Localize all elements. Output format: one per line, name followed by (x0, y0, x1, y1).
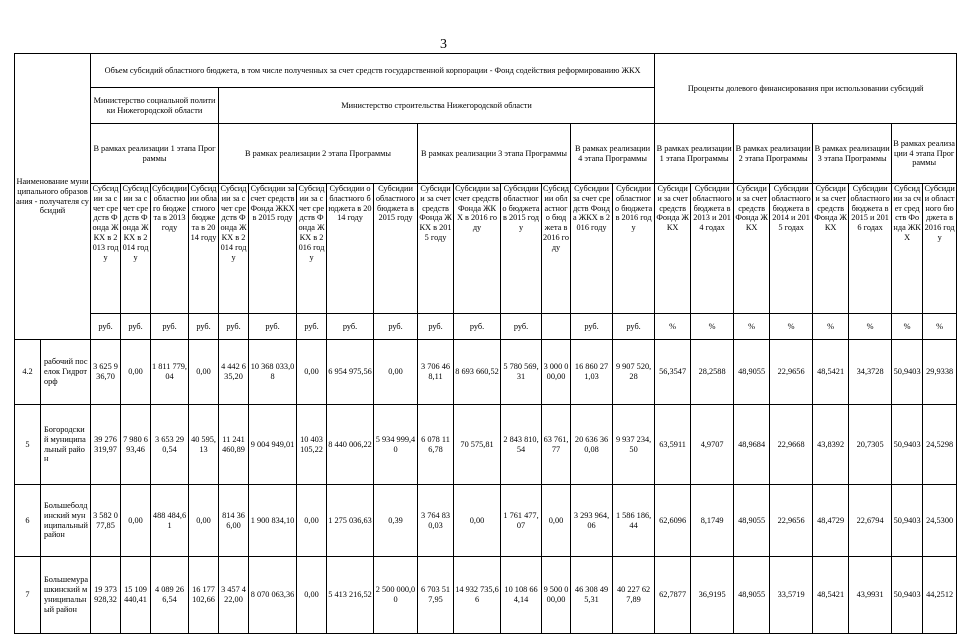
unit-cell: % (655, 314, 691, 340)
value-cell: 3 582 077,85 (91, 485, 121, 557)
value-cell: 48,9684 (734, 405, 770, 485)
value-cell: 43,8392 (813, 405, 849, 485)
column-header: Субсидии за счет средств Фонда ЖКХ (892, 184, 923, 314)
name-column-header: Наименование муниципального образования - получателя субсидий (15, 54, 91, 340)
value-cell: 3 000 000,00 (542, 340, 571, 405)
value-cell: 9 500 000,00 (542, 557, 571, 634)
value-cell: 0,39 (374, 485, 418, 557)
value-cell: 63 761,77 (542, 405, 571, 485)
unit-cell: % (849, 314, 892, 340)
value-cell: 22,9656 (770, 340, 813, 405)
value-cell: 8 693 660,52 (454, 340, 501, 405)
unit-cell: % (892, 314, 923, 340)
value-cell: 3 764 830,03 (418, 485, 454, 557)
column-header: Субсидии областного бюджета в 2014 году (189, 184, 219, 314)
value-cell: 8 440 006,22 (327, 405, 374, 485)
value-cell: 63,5911 (655, 405, 691, 485)
value-cell: 9 004 949,01 (249, 405, 297, 485)
stage2-header: В рамках реализации 2 этапа Программы (219, 124, 418, 184)
page-number: 3 (440, 37, 447, 52)
unit-cell: руб. (297, 314, 327, 340)
column-header: Субсидии областного бюджета в 2016 году (542, 184, 571, 314)
value-cell: 1 586 186,44 (613, 485, 655, 557)
value-cell: 1 761 477,07 (501, 485, 542, 557)
unit-cell: % (770, 314, 813, 340)
value-cell: 14 932 735,66 (454, 557, 501, 634)
unit-cell: % (691, 314, 734, 340)
value-cell: 28,2588 (691, 340, 734, 405)
value-cell: 48,5421 (813, 340, 849, 405)
unit-cell: руб. (571, 314, 613, 340)
value-cell: 0,00 (297, 557, 327, 634)
value-cell: 48,9055 (734, 485, 770, 557)
value-cell: 6 078 116,78 (418, 405, 454, 485)
value-cell: 62,7877 (655, 557, 691, 634)
column-header: Субсидии за счет средств Фонда ЖКХ в 2014 году (219, 184, 249, 314)
value-cell: 3 457 422,00 (219, 557, 249, 634)
column-header: Субсидии за счет средств Фонда ЖКХ (655, 184, 691, 314)
ministry-construction-header: Министерство строительства Нижегородской области (219, 88, 655, 124)
column-header: Субсидии за счет средств Фонда ЖКХ (813, 184, 849, 314)
unit-cell: % (923, 314, 957, 340)
unit-cell: руб. (249, 314, 297, 340)
value-cell: 40 227 627,89 (613, 557, 655, 634)
value-cell: 11 241 460,89 (219, 405, 249, 485)
value-cell: 20,7305 (849, 405, 892, 485)
value-cell: 2 500 000,00 (374, 557, 418, 634)
value-cell: 50,9403 (892, 557, 923, 634)
pstage4-header: В рамках реализации 4 этапа Программы (892, 124, 957, 184)
value-cell: 1 900 834,10 (249, 485, 297, 557)
ministry-social-header: Министерство социальной политики Нижегородской области (91, 88, 219, 124)
value-cell: 39 276 319,97 (91, 405, 121, 485)
value-cell: 62,6096 (655, 485, 691, 557)
value-cell: 50,9403 (892, 340, 923, 405)
column-header: Субсидии областного бюджета в 2014 и 2015 годах (770, 184, 813, 314)
value-cell: 5 934 999,40 (374, 405, 418, 485)
value-cell: 29,9338 (923, 340, 957, 405)
value-cell: 0,00 (542, 485, 571, 557)
value-cell: 0,00 (297, 340, 327, 405)
value-cell: 16 860 271,03 (571, 340, 613, 405)
value-cell: 56,3547 (655, 340, 691, 405)
unit-cell: % (813, 314, 849, 340)
column-header: Субсидии за счет средств Фонда ЖКХ в 2013 году (91, 184, 121, 314)
value-cell: 2 843 810,54 (501, 405, 542, 485)
value-cell: 6 703 517,95 (418, 557, 454, 634)
value-cell: 46 308 495,31 (571, 557, 613, 634)
value-cell: 19 373 928,32 (91, 557, 121, 634)
value-cell: 16 177 102,66 (189, 557, 219, 634)
pstage2-header: В рамках реализации 2 этапа Программы (734, 124, 813, 184)
value-cell: 488 484,61 (151, 485, 189, 557)
value-cell: 1 275 036,63 (327, 485, 374, 557)
value-cell: 48,9055 (734, 557, 770, 634)
value-cell: 5 413 216,52 (327, 557, 374, 634)
column-header: Субсидии областного бюджета в 2015 и 2016 годах (849, 184, 892, 314)
unit-cell: руб. (91, 314, 121, 340)
value-cell: 0,00 (121, 340, 151, 405)
municipality-name: Большемурашкинский муниципальный район (41, 557, 91, 634)
table-row (15, 485, 957, 557)
municipality-name: Большеболдинский муниципальный район (41, 485, 91, 557)
value-cell: 10 108 664,14 (501, 557, 542, 634)
pstage3-header: В рамках реализации 3 этапа Программы (813, 124, 892, 184)
value-cell: 3 625 936,70 (91, 340, 121, 405)
municipality-name: рабочий поселок Гидроторф (41, 340, 91, 405)
value-cell: 9 907 520,28 (613, 340, 655, 405)
value-cell: 33,5719 (770, 557, 813, 634)
value-cell: 48,4729 (813, 485, 849, 557)
value-cell: 22,6794 (849, 485, 892, 557)
value-cell: 10 368 033,08 (249, 340, 297, 405)
unit-cell: руб. (613, 314, 655, 340)
row-number: 7 (15, 557, 41, 634)
column-header: Субсидии за счет средств Фонда ЖКХ в 2014 году (121, 184, 151, 314)
table-row (15, 340, 957, 405)
value-cell: 3 653 290,54 (151, 405, 189, 485)
value-cell: 8 070 063,36 (249, 557, 297, 634)
column-header: Субсидии областного бюджета в 2013 году (151, 184, 189, 314)
value-cell: 0,00 (189, 485, 219, 557)
row-number: 5 (15, 405, 41, 485)
column-header: Субсидии за счет средств Фонда ЖКХ в 2016 году (297, 184, 327, 314)
value-cell: 22,9656 (770, 485, 813, 557)
value-cell: 814 366,00 (219, 485, 249, 557)
municipality-name: Богородский муниципальный район (41, 405, 91, 485)
percent-group-header: Проценты долевого финансирования при использовании субсидий (655, 54, 957, 124)
column-header: Субсидии за счет средств Фонда ЖКХ (734, 184, 770, 314)
row-number: 6 (15, 485, 41, 557)
value-cell: 8,1749 (691, 485, 734, 557)
stage1-header: В рамках реализации 1 этапа Программы (91, 124, 219, 184)
value-cell: 48,9055 (734, 340, 770, 405)
value-cell: 48,5421 (813, 557, 849, 634)
value-cell: 1 811 779,04 (151, 340, 189, 405)
value-cell: 5 780 569,31 (501, 340, 542, 405)
table-row (15, 557, 957, 634)
subsidy-table (14, 53, 957, 634)
stage4-header: В рамках реализации 4 этапа Программы (571, 124, 655, 184)
column-header: Субсидии областного бюджета в 2015 году (374, 184, 418, 314)
column-header: Субсидии за счет средств Фонда ЖКХ в 2015 году (249, 184, 297, 314)
value-cell: 24,5298 (923, 405, 957, 485)
unit-cell: % (734, 314, 770, 340)
column-header: Субсидии областного бюджета в 2015 году (501, 184, 542, 314)
column-header: Субсидии областного бюджета в 2014 году (327, 184, 374, 314)
value-cell: 0,00 (374, 340, 418, 405)
column-header: Субсидии за счет средств Фонда ЖКХ в 2016 году (454, 184, 501, 314)
value-cell: 7 980 693,46 (121, 405, 151, 485)
column-header: Субсидии областного бюджета в 2016 году (613, 184, 655, 314)
value-cell: 0,00 (454, 485, 501, 557)
unit-cell: руб. (327, 314, 374, 340)
unit-cell: руб. (219, 314, 249, 340)
value-cell: 6 954 975,56 (327, 340, 374, 405)
value-cell: 50,9403 (892, 485, 923, 557)
value-cell: 43,9931 (849, 557, 892, 634)
unit-cell: руб. (454, 314, 501, 340)
column-header: Субсидии за счет средств Фонда ЖКХ в 2015 году (418, 184, 454, 314)
value-cell: 3 706 468,11 (418, 340, 454, 405)
row-number: 4.2 (15, 340, 41, 405)
unit-cell: руб. (374, 314, 418, 340)
unit-cell: руб. (418, 314, 454, 340)
value-cell: 15 109 440,41 (121, 557, 151, 634)
unit-cell: руб. (189, 314, 219, 340)
value-cell: 0,00 (297, 485, 327, 557)
value-cell: 44,2512 (923, 557, 957, 634)
value-cell: 24,5300 (923, 485, 957, 557)
value-cell: 4,9707 (691, 405, 734, 485)
unit-cell: руб. (121, 314, 151, 340)
volume-group-header: Объем субсидий областного бюджета, в том числе полученных за счет средств государственной корпорации - Фонд содействия реформированию ЖКХ (91, 54, 655, 88)
value-cell: 0,00 (189, 340, 219, 405)
table-row (15, 405, 957, 485)
column-header: Субсидии за счет средств Фонда ЖКХ в 2016 году (571, 184, 613, 314)
value-cell: 50,9403 (892, 405, 923, 485)
value-cell: 22,9668 (770, 405, 813, 485)
value-cell: 70 575,81 (454, 405, 501, 485)
value-cell: 4 089 266,54 (151, 557, 189, 634)
unit-cell (542, 314, 571, 340)
value-cell: 4 442 635,20 (219, 340, 249, 405)
value-cell: 10 403 105,22 (297, 405, 327, 485)
value-cell: 34,3728 (849, 340, 892, 405)
pstage1-header: В рамках реализации 1 этапа Программы (655, 124, 734, 184)
stage3-header: В рамках реализации 3 этапа Программы (418, 124, 571, 184)
value-cell: 9 937 234,50 (613, 405, 655, 485)
column-header: Субсидии областного бюджета в 2016 году (923, 184, 957, 314)
value-cell: 3 293 964,06 (571, 485, 613, 557)
value-cell: 40 595,13 (189, 405, 219, 485)
unit-cell: руб. (501, 314, 542, 340)
unit-cell: руб. (151, 314, 189, 340)
value-cell: 0,00 (121, 485, 151, 557)
value-cell: 20 636 360,08 (571, 405, 613, 485)
value-cell: 36,9195 (691, 557, 734, 634)
column-header: Субсидии областного бюджета в 2013 и 2014 годах (691, 184, 734, 314)
